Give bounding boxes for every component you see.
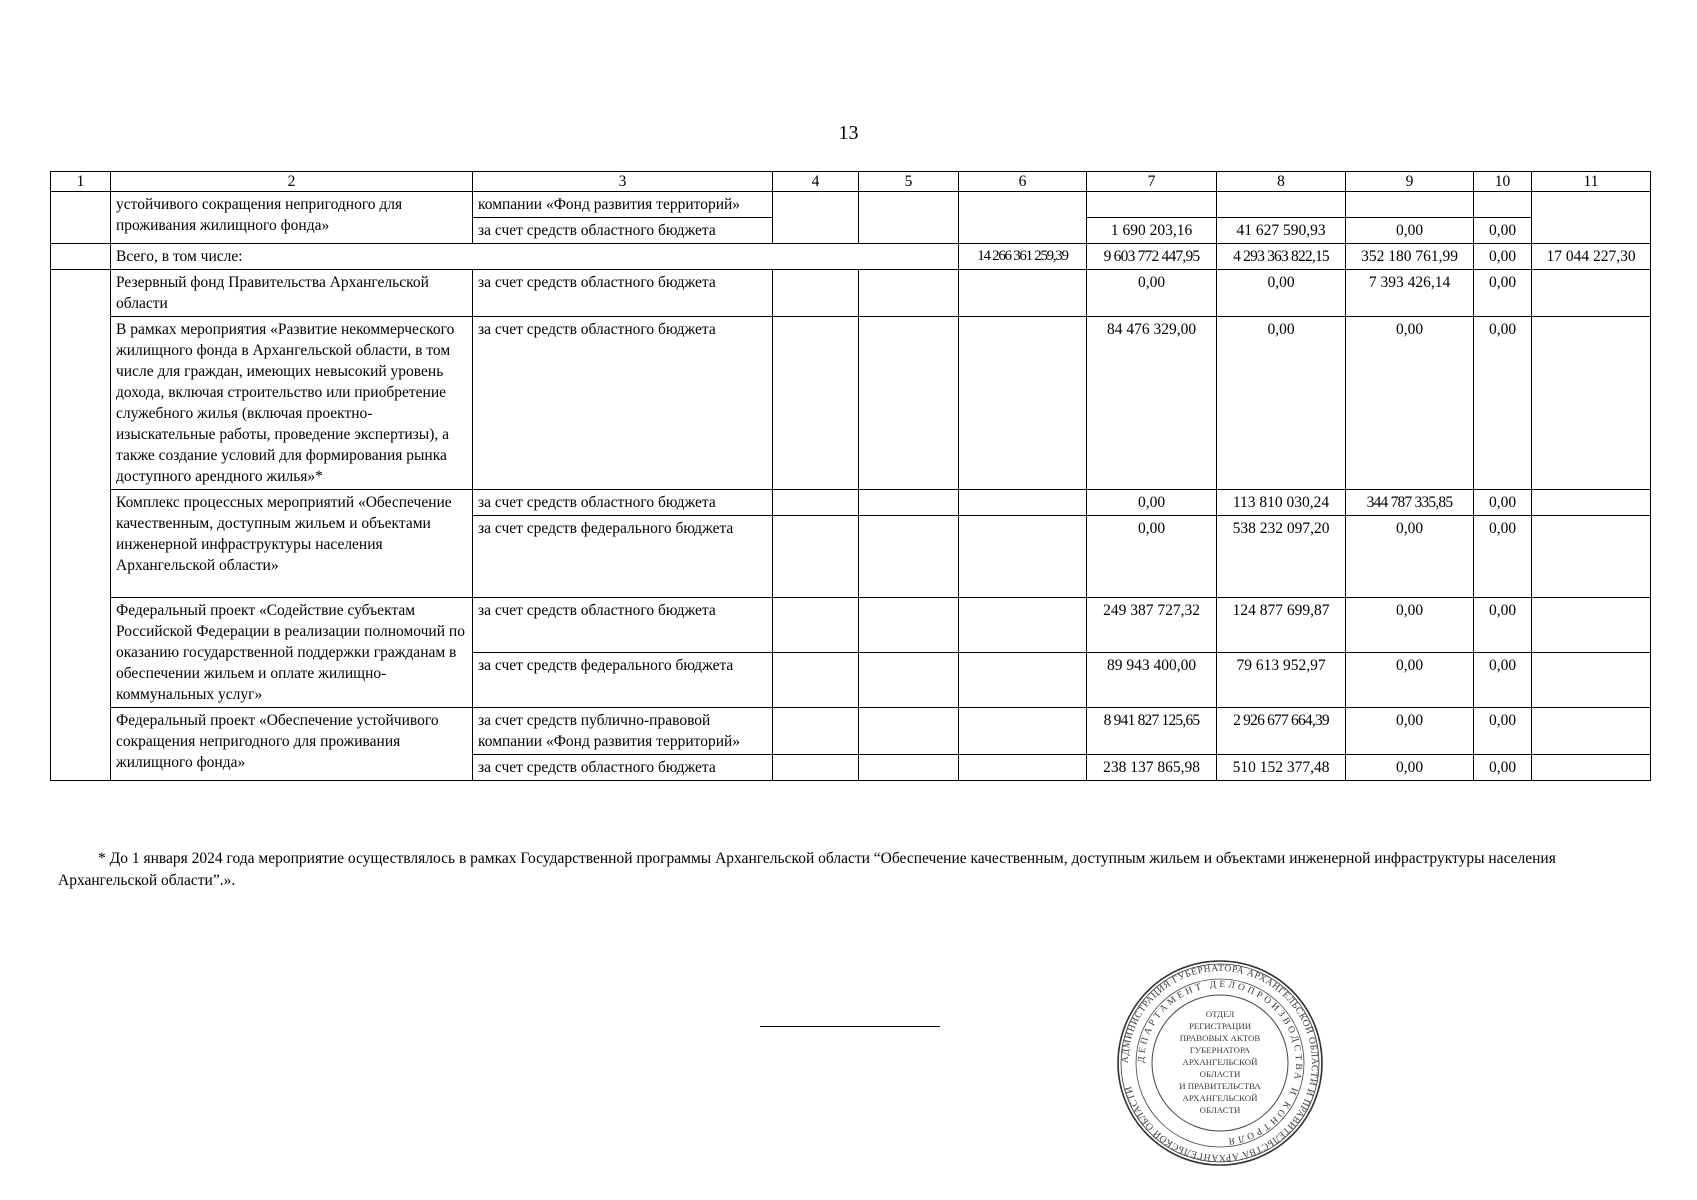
funding-source: за счет средств публично-правовой компании «Фонд развития территорий» — [473, 708, 773, 755]
cell-empty — [51, 270, 111, 781]
stamp-center-line: ОБЛАСТИ — [1199, 1069, 1241, 1079]
value-cell: 0,00 — [1346, 317, 1474, 490]
stamp-outer-text: АДМИНИСТРАЦИЯ ГУБЕРНАТОРА АРХАНГЕЛЬСКОЙ ОБЛАСТИ И ПРАВИТЕЛЬСТВА АРХАНГЕЛЬСКОЙ ОБЛАСТИ — [1120, 963, 1320, 1163]
value-cell: 0,00 — [1474, 218, 1532, 244]
value-cell: 0,00 — [1087, 270, 1217, 317]
value-cell: 0,00 — [1474, 490, 1532, 516]
header-cell: 4 — [773, 172, 859, 192]
header-cell: 9 — [1346, 172, 1474, 192]
funding-source: за счет средств областного бюджета — [473, 218, 773, 244]
value-cell: 0,00 — [1346, 708, 1474, 755]
stamp-center-line: АРХАНГЕЛЬСКОЙ — [1182, 1057, 1258, 1067]
value-cell: 1 690 203,16 — [1087, 218, 1217, 244]
value-cell: 0,00 — [1474, 516, 1532, 598]
funding-source: за счет средств областного бюджета — [473, 755, 773, 781]
stamp-center-line: ГУБЕРНАТОРА — [1189, 1045, 1251, 1055]
value-cell: 84 476 329,00 — [1087, 317, 1217, 490]
measure-name: Федеральный проект «Содействие субъектам Российской Федерации в реализации полномочий по оказанию государственной поддержки гражданам в обеспечении жильем и оплате жилищно-коммунальных услуг» — [111, 598, 473, 708]
table-row — [51, 490, 1651, 516]
value-cell: 0,00 — [1474, 244, 1532, 270]
official-stamp-seal — [1115, 958, 1325, 1168]
table-row — [51, 598, 1651, 653]
value-cell: 249 387 727,32 — [1087, 598, 1217, 653]
cell-empty — [51, 192, 111, 244]
measure-name: устойчивого сокращения непригодного для проживания жилищного фонда» — [111, 192, 473, 244]
value-cell: 79 613 952,97 — [1217, 653, 1346, 708]
value-cell: 238 137 865,98 — [1087, 755, 1217, 781]
value-cell: 17 044 227,30 — [1532, 244, 1651, 270]
value-cell: 0,00 — [1087, 490, 1217, 516]
value-cell: 0,00 — [1346, 516, 1474, 598]
header-cell: 5 — [859, 172, 959, 192]
value-cell: 4 293 363 822,15 — [1217, 244, 1346, 270]
value-cell: 0,00 — [1217, 270, 1346, 317]
value-cell: 8 941 827 125,65 — [1087, 708, 1217, 755]
funding-source: за счет средств федерального бюджета — [473, 516, 773, 598]
value-cell: 9 603 772 447,95 — [1087, 244, 1217, 270]
total-row — [51, 244, 1651, 270]
table-row — [51, 708, 1651, 755]
table-row — [51, 317, 1651, 490]
header-cell: 8 — [1217, 172, 1346, 192]
funding-source: компании «Фонд развития территорий» — [473, 192, 773, 218]
measure-name: В рамках мероприятия «Развитие некоммерческого жилищного фонда в Архангельской области, в том числе для граждан, имеющих невысокий уровень дохода, включая строительство или приобретение служебного жилья (включая проектно-изыскательные работы, проведение экспертизы), а также создание условий для формирования рынка доступного арендного жилья»* — [111, 317, 473, 490]
value-cell: 0,00 — [1346, 598, 1474, 653]
value-cell: 0,00 — [1346, 218, 1474, 244]
signature-line — [760, 1026, 940, 1027]
value-cell: 0,00 — [1474, 755, 1532, 781]
total-label: Всего, в том числе: — [111, 244, 959, 270]
funding-source: за счет средств областного бюджета — [473, 598, 773, 653]
value-cell: 2 926 677 664,39 — [1217, 708, 1346, 755]
value-cell: 14 266 361 259,39 — [959, 244, 1087, 270]
value-cell: 0,00 — [1346, 653, 1474, 708]
value-cell: 0,00 — [1087, 516, 1217, 598]
value-cell: 89 943 400,00 — [1087, 653, 1217, 708]
value-cell: 0,00 — [1474, 270, 1532, 317]
stamp-center-line: И ПРАВИТЕЛЬСТВА — [1179, 1081, 1261, 1091]
value-cell: 0,00 — [1474, 598, 1532, 653]
funding-source: за счет средств областного бюджета — [473, 270, 773, 317]
stamp-center-line: АРХАНГЕЛЬСКОЙ — [1182, 1093, 1258, 1103]
measure-name: Резервный фонд Правительства Архангельской области — [111, 270, 473, 317]
value-cell: 344 787 335,85 — [1346, 490, 1474, 516]
table-row — [51, 270, 1651, 317]
funding-source: за счет средств областного бюджета — [473, 317, 773, 490]
table-header-row — [51, 172, 1651, 192]
value-cell: 0,00 — [1474, 708, 1532, 755]
value-cell: 538 232 097,20 — [1217, 516, 1346, 598]
value-cell: 124 877 699,87 — [1217, 598, 1346, 653]
stamp-center-line: ПРАВОВЫХ АКТОВ — [1179, 1033, 1261, 1043]
header-cell: 2 — [111, 172, 473, 192]
footnote: * До 1 января 2024 года мероприятие осуществлялось в рамках Государственной программы Архангельской области “Обеспечение качественным, доступным жильем и объектами инженерной инфраструктуры населения Архангельской области”.». — [58, 850, 1556, 889]
value-cell: 0,00 — [1217, 317, 1346, 490]
value-cell: 41 627 590,93 — [1217, 218, 1346, 244]
header-cell: 6 — [959, 172, 1087, 192]
header-cell: 3 — [473, 172, 773, 192]
funding-source: за счет средств федерального бюджета — [473, 653, 773, 708]
header-cell: 11 — [1532, 172, 1651, 192]
value-cell: 113 810 030,24 — [1217, 490, 1346, 516]
measure-name: Федеральный проект «Обеспечение устойчивого сокращения непригодного для проживания жилищного фонда» — [111, 708, 473, 781]
page-number: 13 — [838, 122, 859, 144]
stamp-inner-text: ДЕПАРТАМЕНТ ДЕЛОПРОИЗВОДСТВА И КОНТРОЛЯ — [1136, 979, 1304, 1146]
value-cell: 0,00 — [1474, 317, 1532, 490]
stamp-center-line: ОТДЕЛ — [1205, 1009, 1235, 1019]
value-cell: 352 180 761,99 — [1346, 244, 1474, 270]
measure-name: Комплекс процессных мероприятий «Обеспечение качественным, доступным жильем и объектами инженерной инфраструктуры населения Архангельской области» — [111, 490, 473, 598]
value-cell: 7 393 426,14 — [1346, 270, 1474, 317]
header-cell: 10 — [1474, 172, 1532, 192]
value-cell: 510 152 377,48 — [1217, 755, 1346, 781]
funding-source: за счет средств областного бюджета — [473, 490, 773, 516]
value-cell: 0,00 — [1346, 755, 1474, 781]
stamp-center-line: ОБЛАСТИ — [1199, 1105, 1241, 1115]
value-cell: 0,00 — [1474, 653, 1532, 708]
header-cell: 7 — [1087, 172, 1217, 192]
stamp-center-line: РЕГИСТРАЦИИ — [1188, 1021, 1252, 1031]
budget-table — [50, 171, 1651, 781]
header-cell: 1 — [51, 172, 111, 192]
table-row — [51, 192, 1651, 218]
